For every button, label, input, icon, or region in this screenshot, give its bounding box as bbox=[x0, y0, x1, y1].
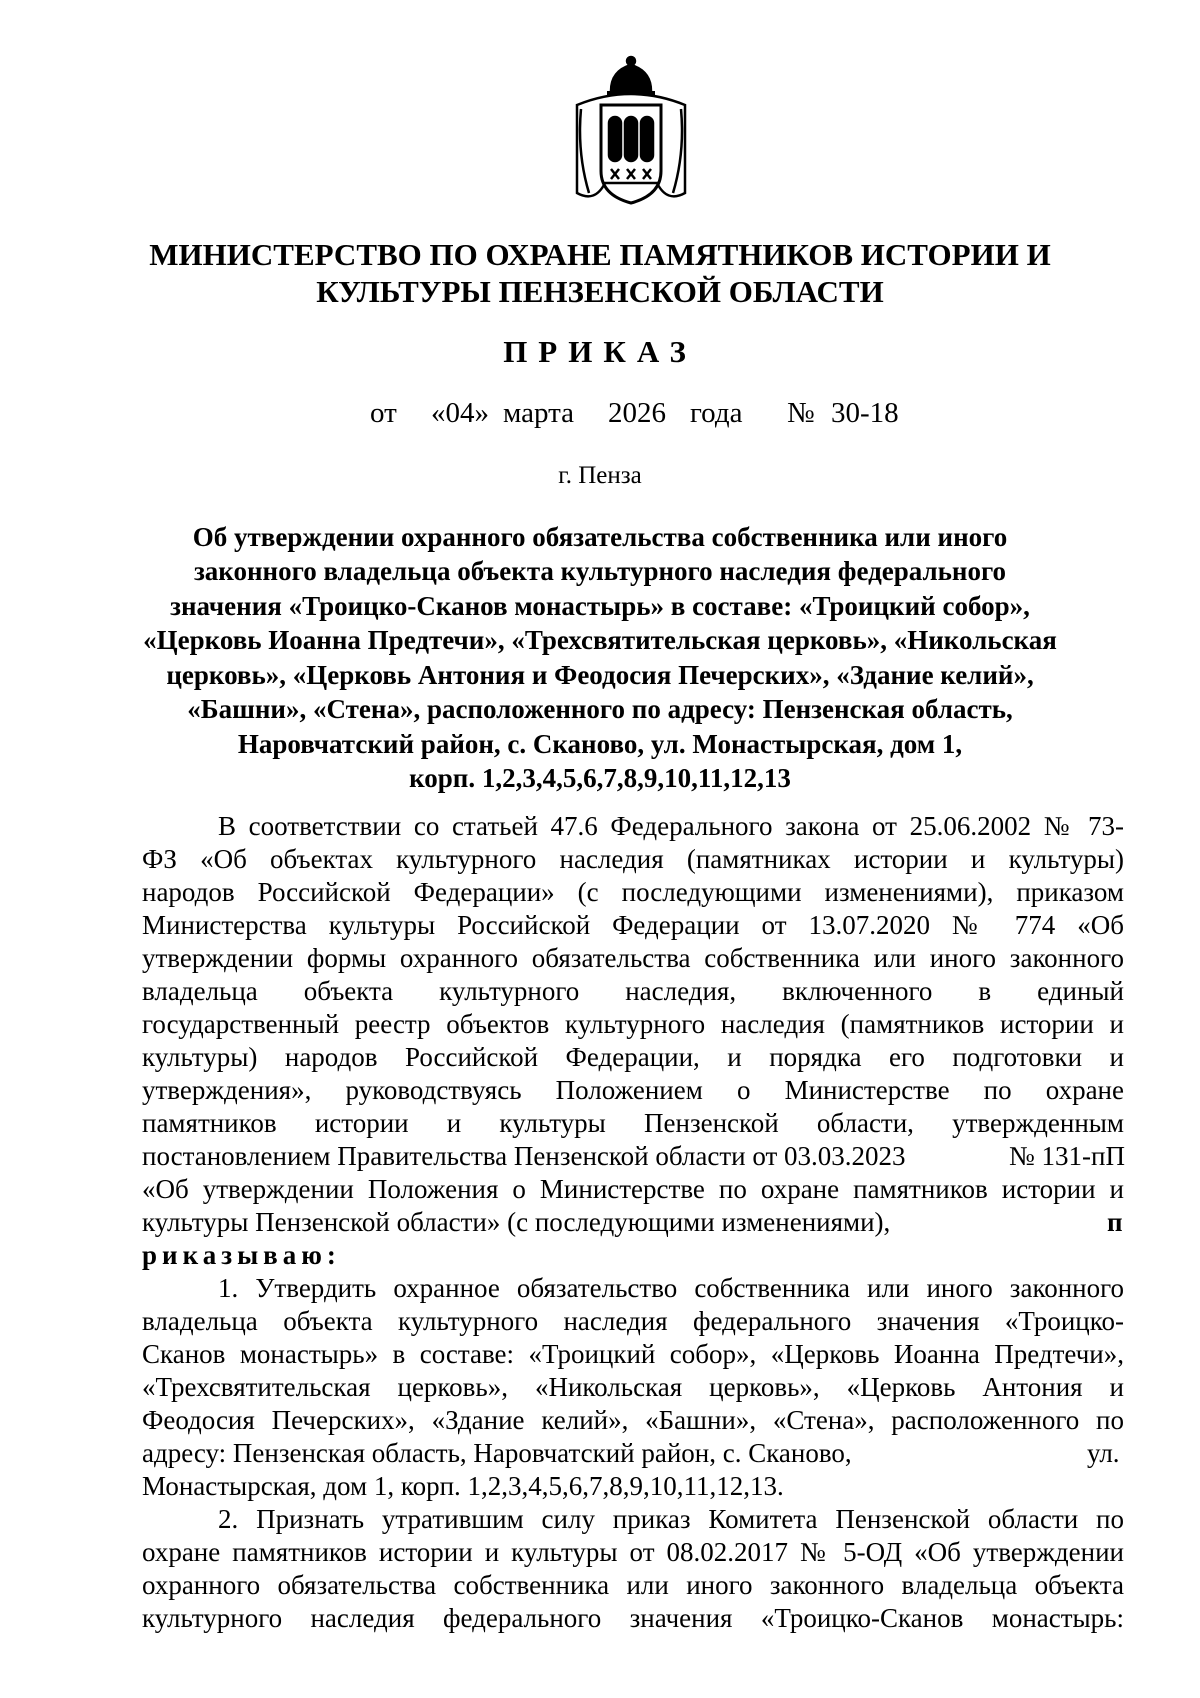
order-word-start: п bbox=[1107, 1207, 1123, 1237]
item-1-line: «Трехсвятительская церковь», «Никольская церковь», «Церковь Антония и bbox=[142, 1372, 1124, 1402]
subject-line: «Церковь Иоанна Предтечи», «Трехсвятительская церковь», «Никольская bbox=[143, 625, 1057, 655]
subject-line: значения «Троицко-Сканов монастырь» в составе: «Троицкий собор», bbox=[170, 591, 1030, 621]
date-year-word: года bbox=[690, 397, 743, 429]
item-1-last-line: Монастырская, дом 1, корп. 1,2,3,4,5,6,7,8,9,10,11,12,13. bbox=[142, 1471, 784, 1501]
preamble-line: Министерства культуры Российской Федерации от 13.07.2020 № 774 «Об bbox=[142, 910, 1124, 940]
item-1-line: владельца объекта культурного наследия федерального значения «Троицко- bbox=[142, 1306, 1124, 1336]
subject-line: церковь», «Церковь Антония и Феодосия Печерских», «Здание келий», bbox=[166, 660, 1034, 690]
date-day: «04» bbox=[431, 397, 489, 429]
item-1-line: Феодосия Печерских», «Здание келий», «Башни», «Стена», расположенного по bbox=[142, 1405, 1124, 1435]
preamble-line: утверждении формы охранного обязательства собственника или иного законного bbox=[142, 943, 1124, 973]
city-name: г. Пенза bbox=[558, 462, 642, 489]
preamble-line: «Об утверждении Положения о Министерстве по охране памятников истории и bbox=[142, 1174, 1124, 1204]
item-2-line: культурного наследия федерального значения «Троицко-Сканов монастырь: bbox=[142, 1603, 1124, 1633]
preamble-line: народов Российской Федерации» (с последующими изменениями), приказом bbox=[142, 877, 1124, 907]
decree-reference-left: постановлением Правительства Пензенской области от 03.03.2023 bbox=[142, 1141, 906, 1171]
date-year: 2026 bbox=[608, 397, 666, 429]
ministry-name-line-2: КУЛЬТУРЫ ПЕНЗЕНСКОЙ ОБЛАСТИ bbox=[316, 274, 884, 309]
subject-line: Об утверждении охранного обязательства собственника или иного bbox=[192, 522, 1008, 552]
item-1-address-right: ул. bbox=[1087, 1438, 1120, 1468]
subject-line: Наровчатский район, с. Сканово, ул. Монастырская, дом 1, bbox=[237, 729, 963, 759]
item-2-line: охране памятников истории и культуры от 08.02.2017 № 5-ОД «Об утверждении bbox=[142, 1537, 1124, 1567]
date-month: марта bbox=[503, 397, 575, 429]
document-type-title: ПРИКАЗ bbox=[503, 334, 697, 369]
preamble-line: владельца объекта культурного наследия, включенного в единый bbox=[142, 976, 1124, 1006]
preamble-line: утверждения», руководствуясь Положением о Министерстве по охране bbox=[142, 1075, 1124, 1105]
date-prefix: от bbox=[370, 397, 397, 429]
coat-of-arms-emblem bbox=[567, 53, 695, 213]
preamble-line: государственный реестр объектов культурного наследия (памятников истории и bbox=[142, 1009, 1124, 1039]
decree-reference-number: № 131-пП bbox=[1009, 1141, 1125, 1171]
preamble-first-line: В соответствии со статьей 47.6 Федерального закона от 25.06.2002 № 73- bbox=[218, 811, 1124, 841]
item-1-line: Сканов монастырь» в составе: «Троицкий собор», «Церковь Иоанна Предтечи», bbox=[142, 1339, 1124, 1369]
preamble-line: памятников истории и культуры Пензенской области, утвержденным bbox=[142, 1108, 1124, 1138]
subject-line: корп. 1,2,3,4,5,6,7,8,9,10,11,12,13 bbox=[409, 763, 791, 793]
item-1-address-left: адресу: Пензенская область, Наровчатский район, с. Сканово, bbox=[142, 1438, 852, 1468]
subject-line: законного владельца объекта культурного наследия федерального bbox=[193, 556, 1007, 586]
order-date-line bbox=[0, 395, 1200, 431]
item-2-first-line: 2. Признать утратившим силу приказ Комитета Пензенской области по bbox=[218, 1504, 1124, 1534]
ministry-name-line-1: МИНИСТЕРСТВО ПО ОХРАНЕ ПАМЯТНИКОВ ИСТОРИИ И bbox=[149, 237, 1051, 272]
number-sign: № bbox=[787, 397, 815, 429]
preamble-line: культуры) народов Российской Федерации, и порядка его подготовки и bbox=[142, 1042, 1124, 1072]
item-1-first-line: 1. Утвердить охранное обязательство собственника или иного законного bbox=[218, 1273, 1124, 1303]
preamble-line: ФЗ «Об объектах культурного наследия (памятниках истории и культуры) bbox=[142, 844, 1124, 874]
order-word-rest: риказываю: bbox=[142, 1240, 341, 1270]
subject-line: «Башни», «Стена», расположенного по адресу: Пензенская область, bbox=[187, 694, 1013, 724]
order-number: 30-18 bbox=[831, 397, 899, 429]
preamble-last-line: культуры Пензенской области» (с последующими изменениями), bbox=[142, 1207, 891, 1237]
item-2-line: охранного обязательства собственника или иного законного владельца объекта bbox=[142, 1570, 1124, 1600]
